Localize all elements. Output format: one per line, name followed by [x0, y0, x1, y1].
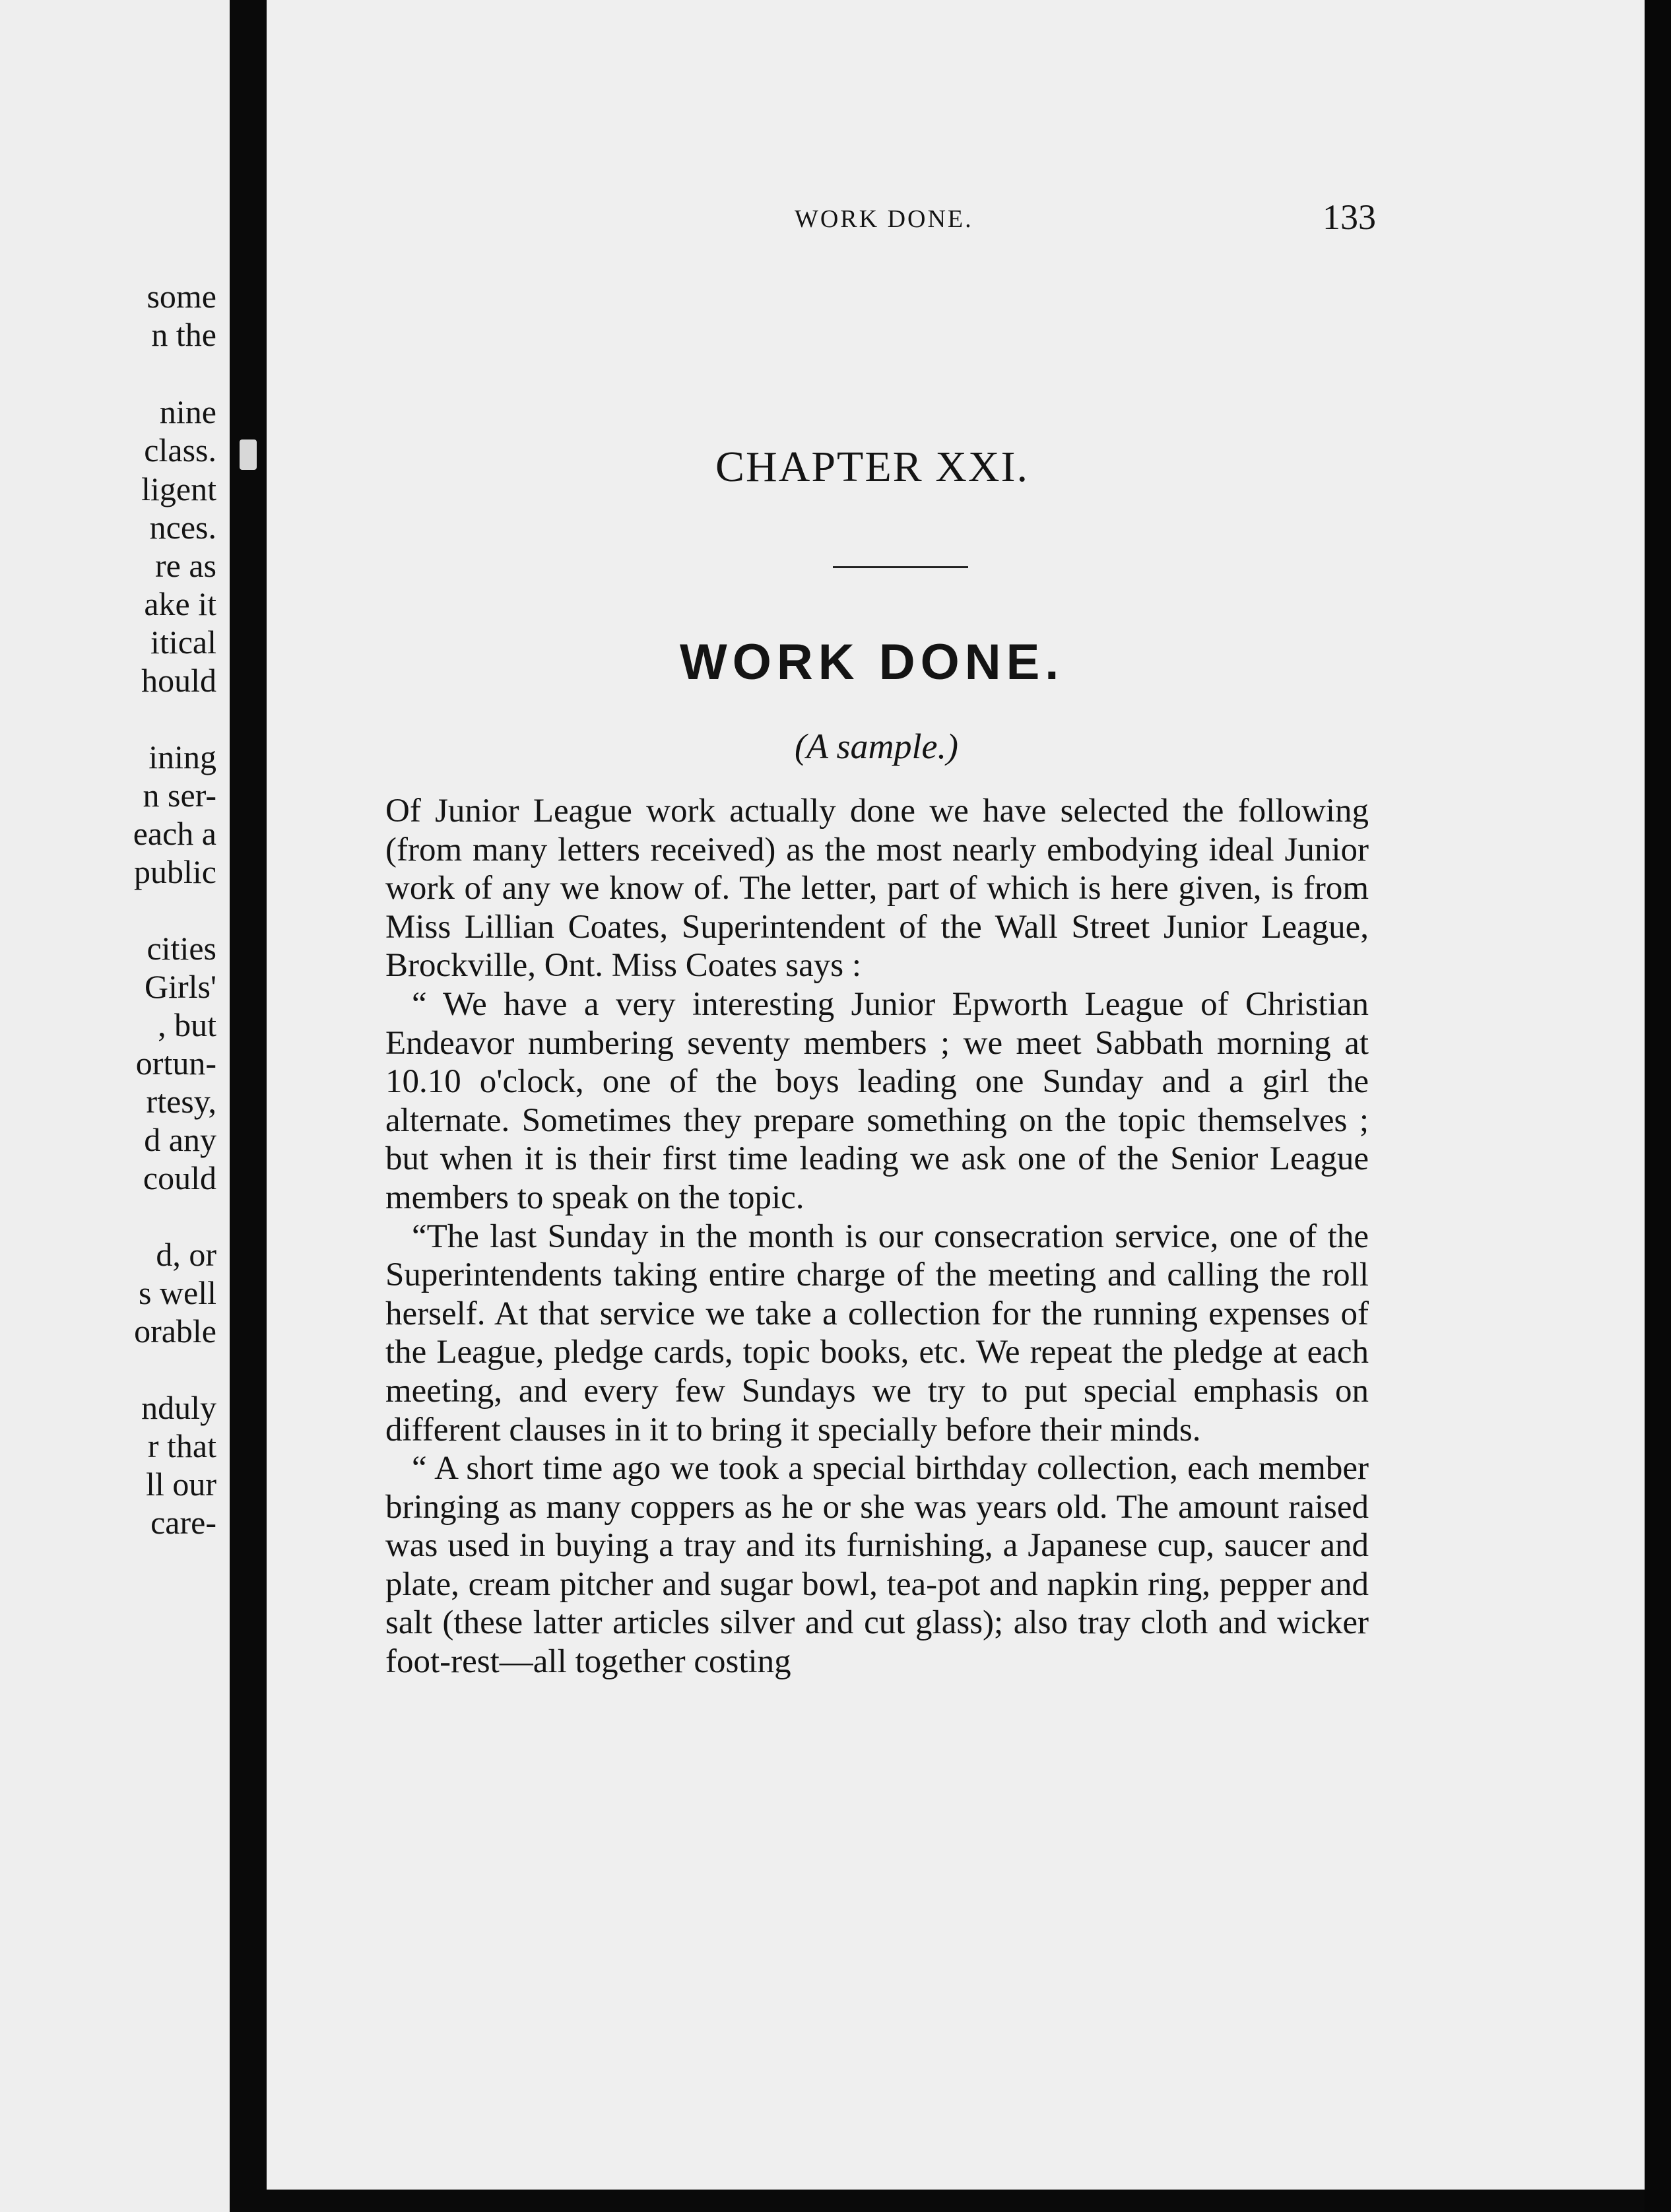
left-page-line: d, or	[156, 1236, 216, 1273]
left-page-line: r that	[147, 1427, 216, 1464]
chapter-label: CHAPTER XXI.	[715, 443, 1030, 491]
left-page-line: s well	[138, 1274, 216, 1311]
binding-clip	[240, 439, 257, 470]
page-number: 133	[1323, 197, 1376, 237]
left-page-line: hould	[141, 662, 216, 699]
paragraph: “ We have a very interesting Junior Epworth League of Christian Endeavor numbering seventy members ; we meet Sabbath morning at 10.10 o'clock, one of the boys leading one Sunday and a girl the alternate. Sometimes they prepare something on the topic themselves ; but when it is their first time leading we ask one of the Senior League members to speak on the topic.	[385, 985, 1369, 1216]
left-page-line: itical	[150, 624, 216, 661]
left-page-line: some	[147, 278, 216, 315]
paragraph: “The last Sunday in the month is our consecration service, one of the Superintendents taking entire charge of the meeting and calling the roll herself. At that service we take a collection for the running expenses of the League, pledge cards, topic books, etc. We repeat the pledge at each meeting, and every few Sundays we try to put special emphasis on different clauses in it to bring it specially before their minds.	[385, 1218, 1369, 1448]
left-page-line: care-	[150, 1504, 216, 1541]
scan-right-edge	[1645, 0, 1671, 2212]
left-page-line: each a	[133, 815, 216, 852]
left-page-line: orable	[134, 1313, 216, 1350]
left-page-fragment	[0, 0, 230, 2212]
chapter-rule	[833, 566, 968, 568]
left-page-line: d any	[144, 1121, 216, 1158]
body-text	[385, 792, 1369, 1681]
running-head: WORK DONE.	[795, 205, 973, 233]
left-page-line: n ser-	[143, 777, 216, 814]
left-page-line: class.	[144, 432, 216, 469]
paragraph: “ A short time ago we took a special birthday collection, each member bringing as many coppers as he or she was years old. The amount raised was used in buying a tray and its furnishing, a Japanese cup, saucer and plate, cream pitcher and sugar bowl, tea-pot and napkin ring, pepper and salt (these latter articles silver and cut glass); also tray cloth and wicker foot-rest—all together costing	[385, 1450, 1369, 1681]
scan-bottom-edge	[267, 2190, 1645, 2212]
left-page-line: ll our	[146, 1466, 216, 1503]
left-page-line: nine	[159, 393, 216, 430]
left-page-line: nces.	[149, 509, 216, 546]
left-page-line: ortun-	[135, 1045, 216, 1082]
left-page-line: could	[143, 1159, 216, 1196]
left-page-line: ligent	[141, 471, 216, 507]
left-page-line: public	[134, 853, 216, 890]
left-page-line: re as	[155, 547, 216, 584]
left-page-line: n the	[151, 316, 216, 353]
right-page	[267, 0, 1645, 2212]
paragraph: Of Junior League work actually done we have selected the following (from many letters received) as the most nearly embodying ideal Junior work of any we know of. The letter, part of which is here given, is from Miss Lillian Coates, Superintendent of the Wall Street Junior League, Brockville, Ont. Miss Coates says :	[385, 793, 1369, 985]
left-page-line: , but	[158, 1006, 216, 1043]
left-page-line: ake it	[144, 585, 216, 622]
left-page-line: rtesy,	[146, 1083, 216, 1120]
left-page-line: nduly	[141, 1389, 216, 1426]
chapter-subtitle: (A sample.)	[795, 727, 958, 766]
book-gutter	[230, 0, 267, 2212]
left-page-line: ining	[148, 738, 216, 775]
left-page-line: Girls'	[144, 968, 216, 1005]
left-page-line: cities	[147, 930, 216, 967]
chapter-title: WORK DONE.	[680, 634, 1065, 690]
